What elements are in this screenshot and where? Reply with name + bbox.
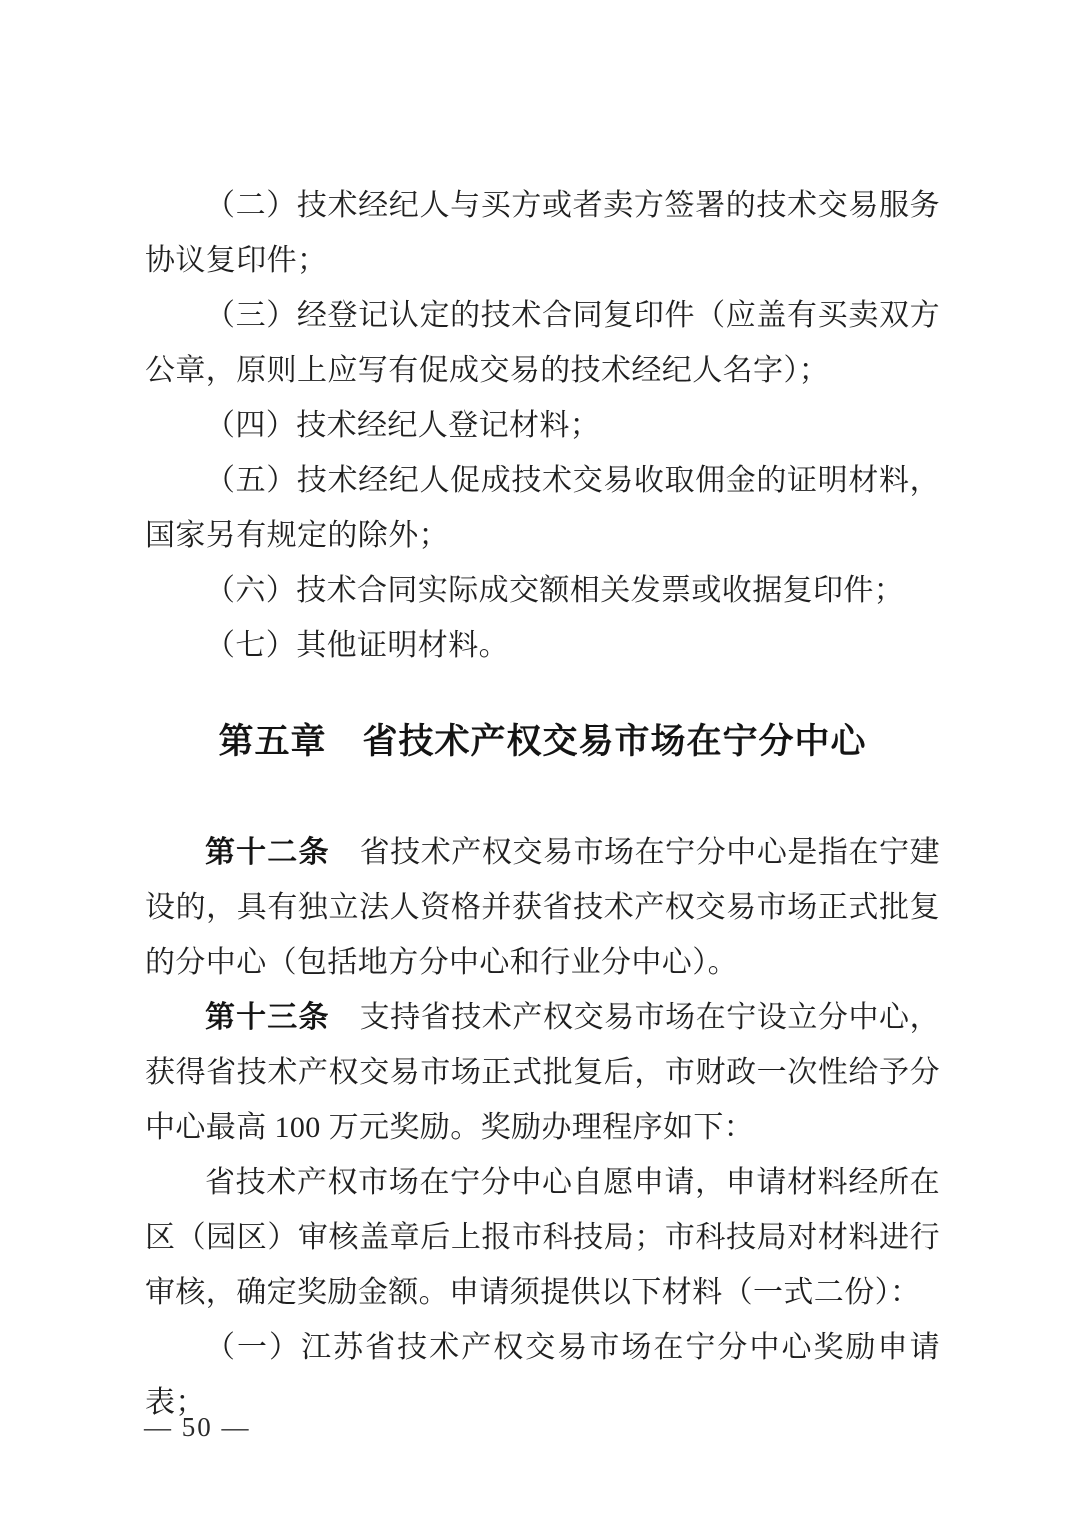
list-item-3: （三）经登记认定的技术合同复印件（应盖有买卖双方公章，原则上应写有促成交易的技术经纪人名字）； (145, 299, 940, 387)
article-12-number: 第十二条 (205, 836, 330, 869)
chapter-heading: 第五章 省技术产权交易市场在宁分中心 (218, 722, 867, 761)
list-item-7: （七）其他证明材料。 (205, 629, 509, 662)
article-12-text: 省技术产权交易市场在宁分中心是指在宁建设的，具有独立法人资格并获省技术产权交易市场正式批复的分中心（包括地方分中心和行业分中心）。 (145, 836, 940, 979)
article-paragraph-12 (145, 825, 940, 990)
article-13-text: 支持省技术产权交易市场在宁设立分中心，获得省技术产权交易市场正式批复后，市财政一次性给予分中心最高 100 万元奖励。奖励办理程序如下： (145, 1001, 940, 1144)
list-item-2: （二）技术经纪人与买方或者卖方签署的技术交易服务协议复印件； (145, 189, 940, 277)
list-item-1: （一）江苏省技术产权交易市场在宁分中心奖励申请表； (145, 1331, 940, 1419)
list-item-4: （四）技术经纪人登记材料； (205, 409, 601, 442)
document-body (145, 178, 940, 1430)
procedure-paragraph: 省技术产权市场在宁分中心自愿申请，申请材料经所在区（园区）审核盖章后上报市科技局；市科技局对材料进行审核，确定奖励金额。申请须提供以下材料（一式二份）： (145, 1166, 940, 1309)
article-13-number: 第十三条 (205, 1001, 330, 1034)
page-number: — 50 — (144, 1412, 251, 1442)
article-paragraph-13 (145, 990, 940, 1155)
list-item-6: （六）技术合同实际成交额相关发票或收据复印件； (205, 574, 905, 607)
list-item-5: （五）技术经纪人促成技术交易收取佣金的证明材料，国家另有规定的除外； (145, 464, 940, 552)
